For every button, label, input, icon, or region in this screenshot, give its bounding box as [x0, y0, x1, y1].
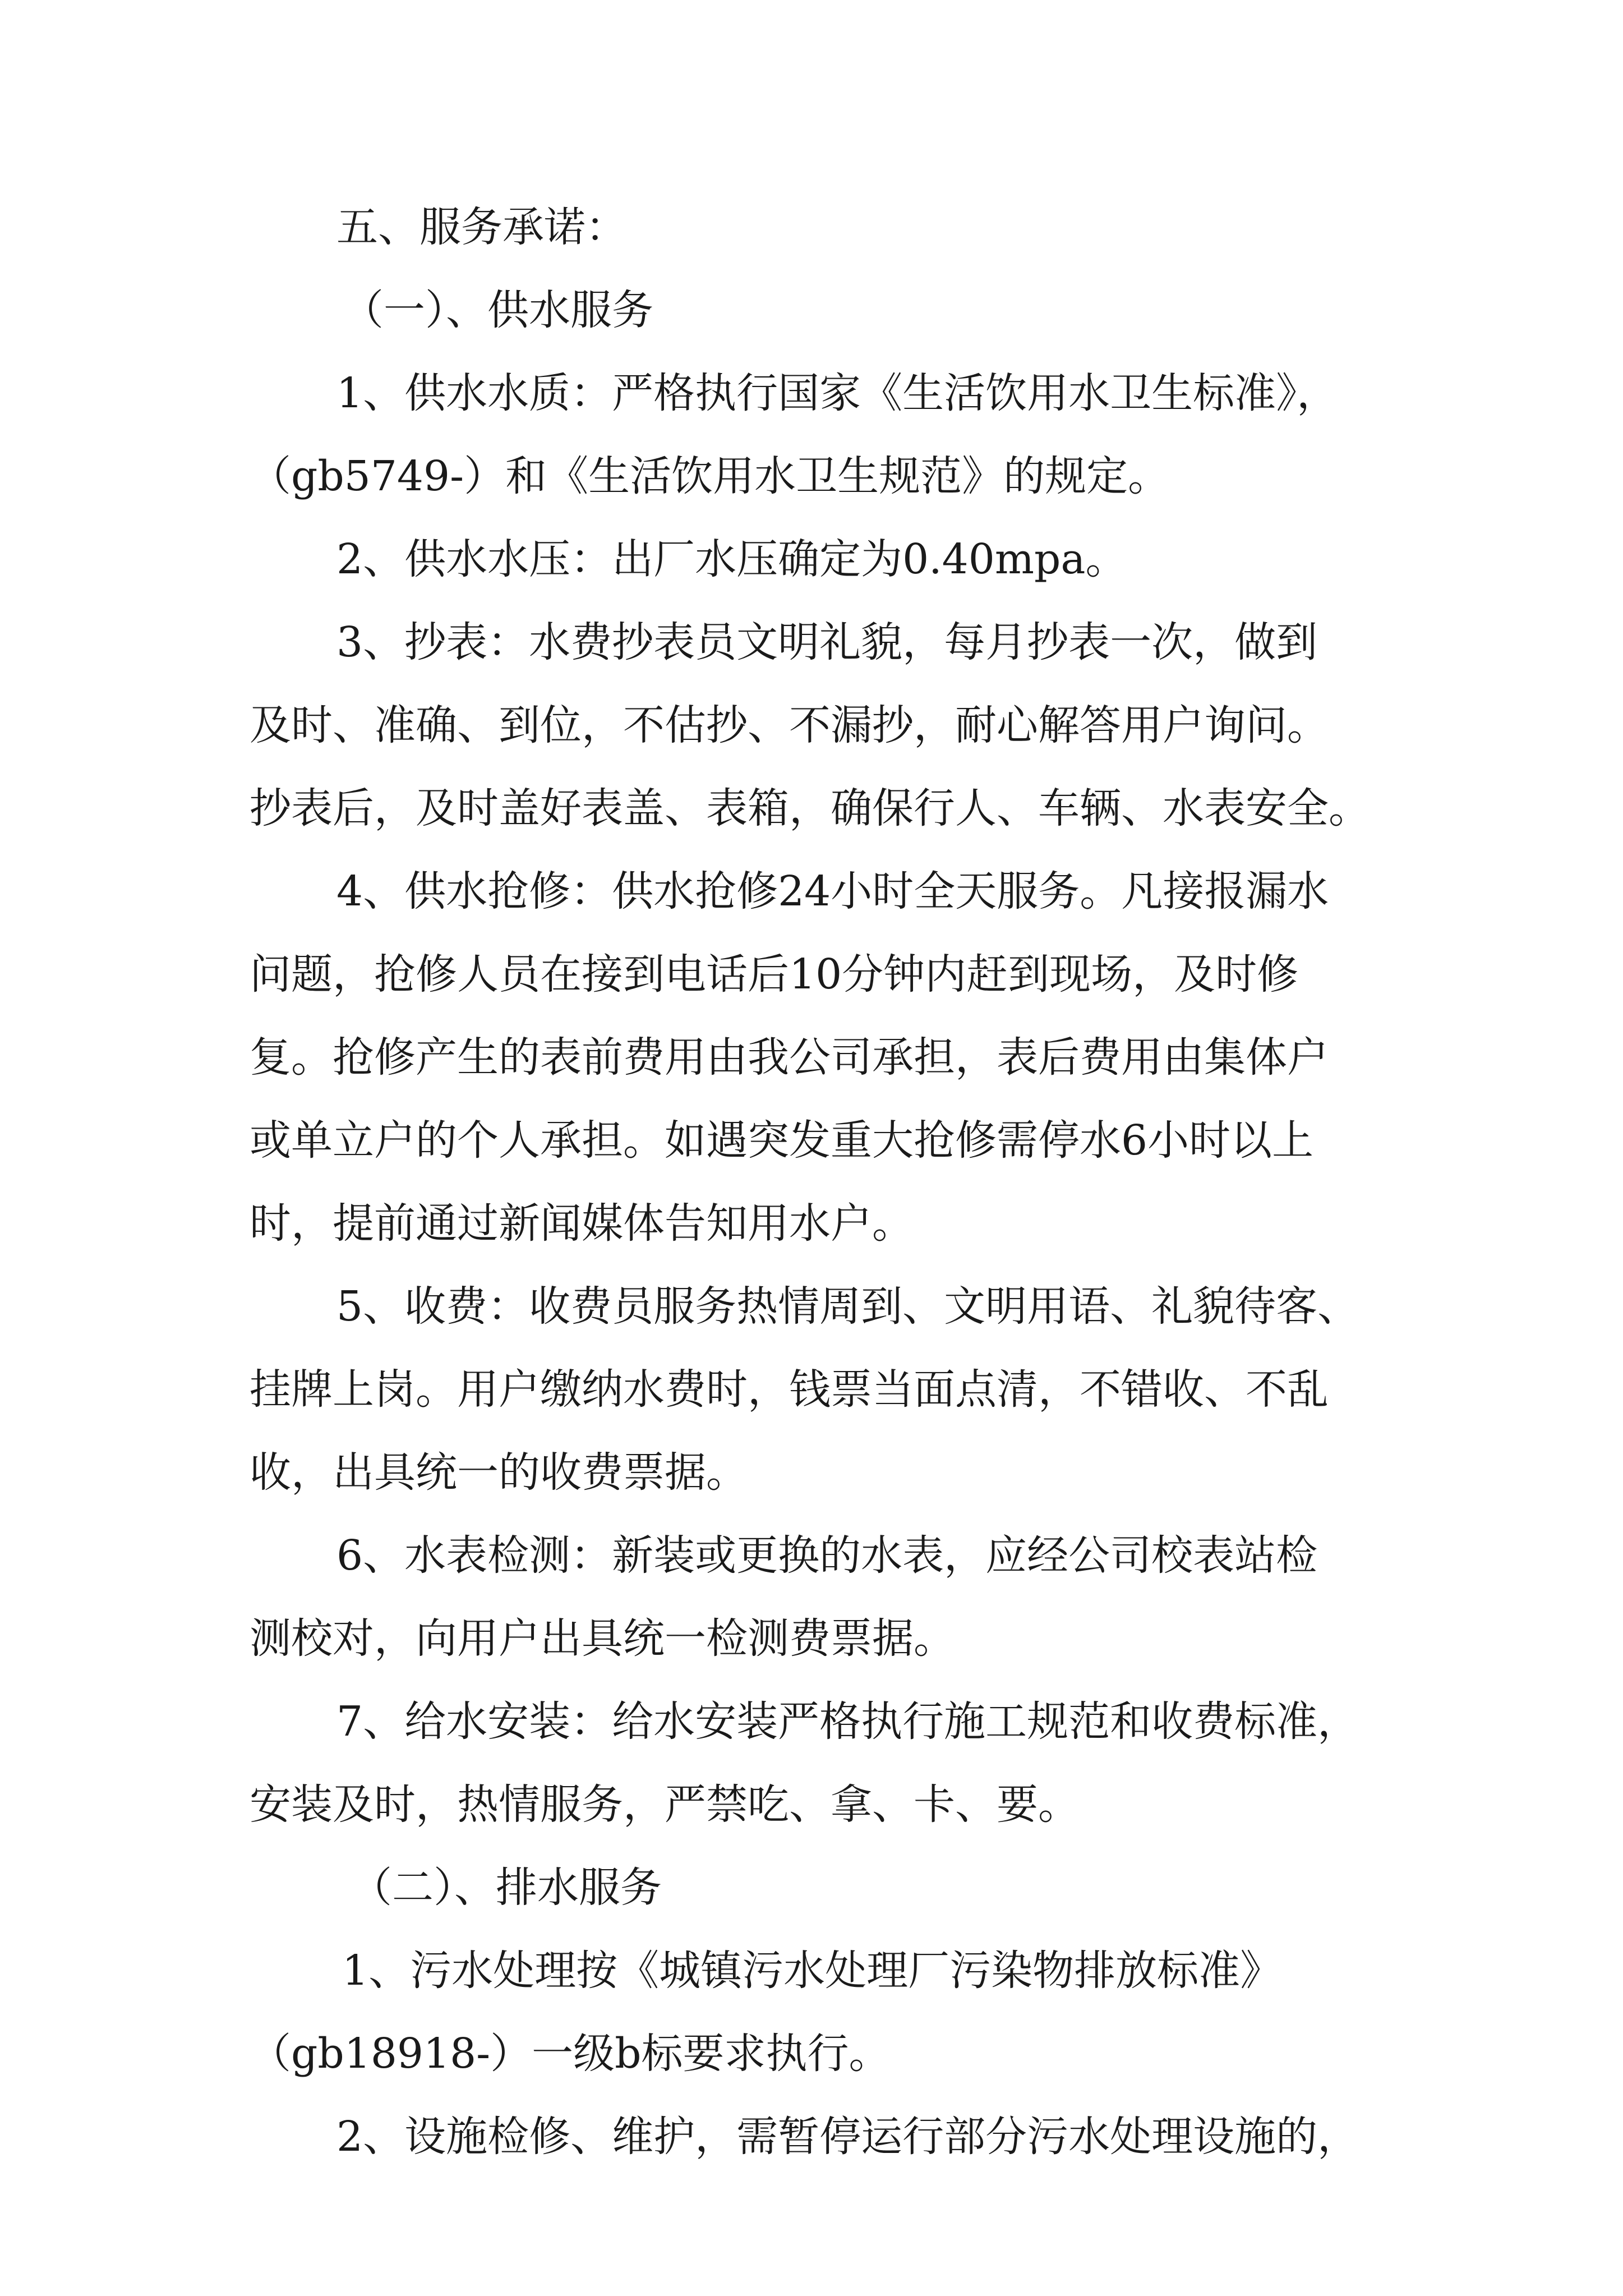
paragraph-line: 2、供水水压：出厂水压确定为0.40mpa。 [336, 535, 1127, 583]
section-heading: 五、服务承诺： [336, 203, 627, 251]
paragraph-line: 6、水表检测：新装或更换的水表，应经公司校表站检 [336, 1531, 1318, 1580]
paragraph-line: 1、污水处理按《城镇污水处理厂污染物排放标准》 [342, 1947, 1282, 1995]
paragraph-line: 复。抢修产生的表前费用由我公司承担，表后费用由集体户 [250, 1033, 1329, 1082]
paragraph-line: 4、供水抢修：供水抢修24小时全天服务。凡接报漏水 [336, 867, 1329, 915]
subsection-heading: （二）、排水服务 [351, 1864, 662, 1912]
paragraph-line: （gb18918-）一级b标要求执行。 [250, 2030, 891, 2078]
subsection-heading: （一）、供水服务 [342, 286, 653, 334]
paragraph-line: 5、收费：收费员服务热情周到、文明用语、礼貌待客、 [336, 1282, 1359, 1331]
paragraph-line: 时，提前通过新闻媒体告知用水户。 [250, 1199, 914, 1248]
paragraph-line: 挂牌上岗。用户缴纳水费时，钱票当面点清，不错收、不乱 [250, 1365, 1329, 1414]
paragraph-line: （gb5749-）和《生活饮用水卫生规范》的规定。 [250, 452, 1170, 500]
paragraph-line: 测校对，向用户出具统一检测费票据。 [250, 1614, 955, 1663]
paragraph-line: 抄表后，及时盖好表盖、表箱，确保行人、车辆、水表安全。 [250, 784, 1370, 832]
paragraph-line: 或单立户的个人承担。如遇突发重大抢修需停水6小时以上 [250, 1116, 1314, 1165]
paragraph-line: 收，出具统一的收费票据。 [250, 1448, 748, 1497]
paragraph-line: 安装及时，热情服务，严禁吃、拿、卡、要。 [250, 1780, 1080, 1829]
paragraph-line: 3、抄表：水费抄表员文明礼貌，每月抄表一次，做到 [336, 618, 1318, 666]
paragraph-line: 1、供水水质：严格执行国家《生活饮用水卫生标准》， [336, 369, 1339, 417]
paragraph-line: 及时、准确、到位，不估抄、不漏抄，耐心解答用户询问。 [250, 701, 1329, 749]
paragraph-line: 7、给水安装：给水安装严格执行施工规范和收费标准， [336, 1697, 1359, 1746]
paragraph-line: 2、设施检修、维护，需暂停运行部分污水处理设施的， [336, 2113, 1359, 2161]
paragraph-line: 问题，抢修人员在接到电话后10分钟内赶到现场，及时修 [250, 950, 1299, 999]
